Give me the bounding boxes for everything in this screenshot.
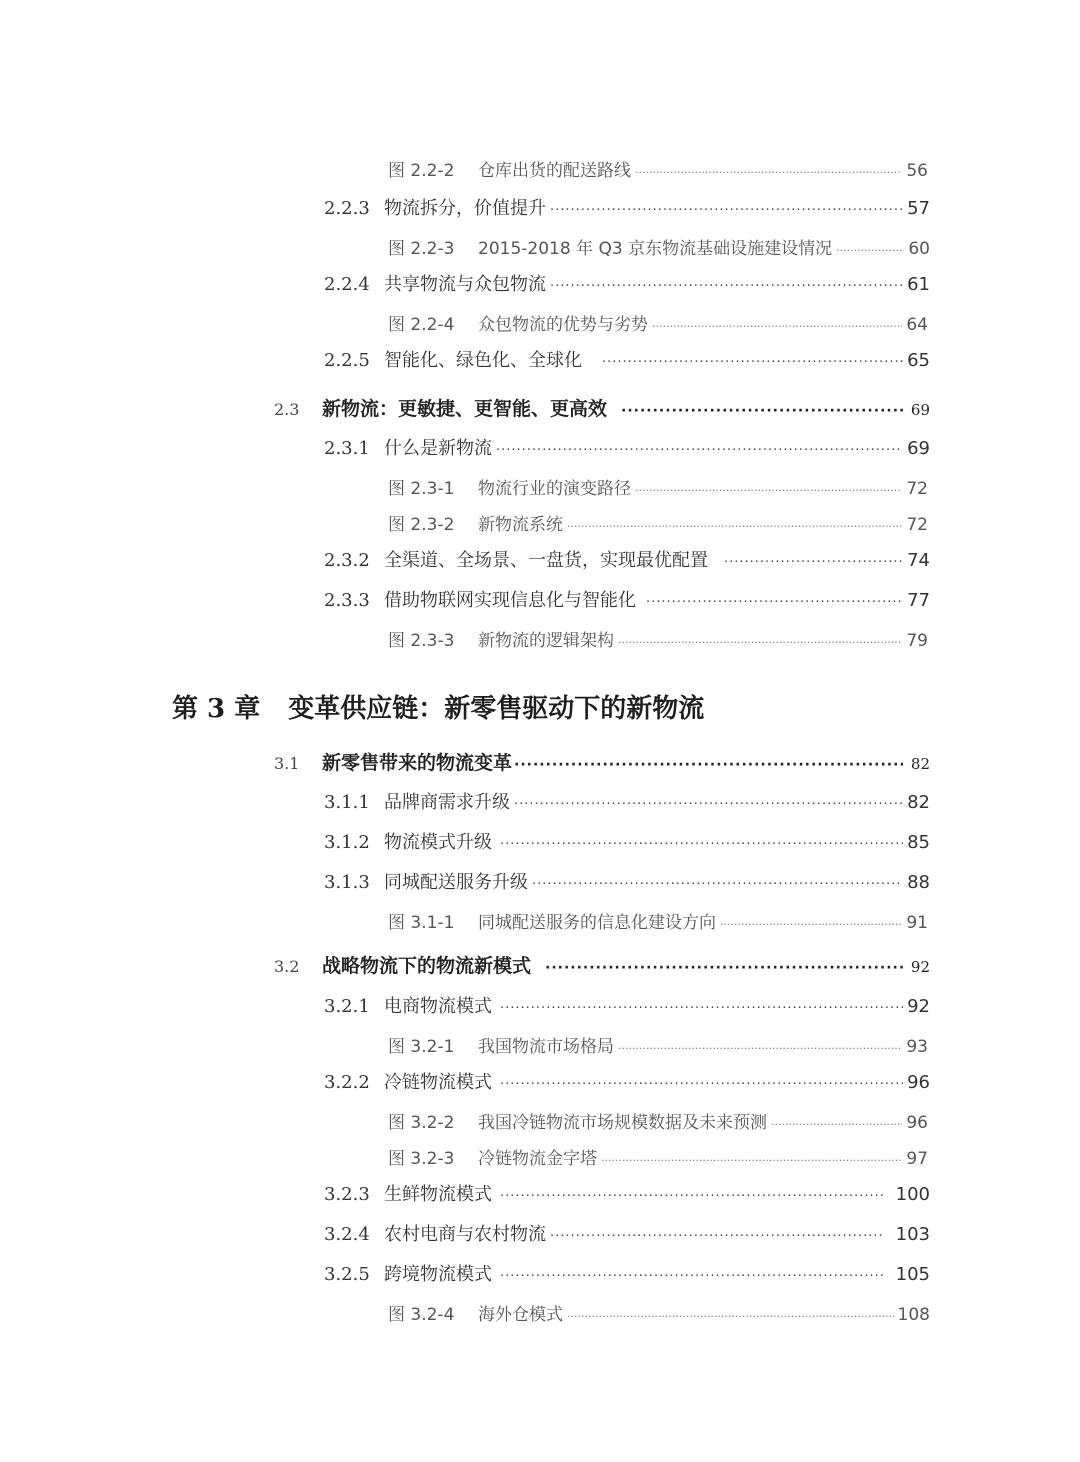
entry-page: 60 xyxy=(908,239,930,259)
entry-page: 57 xyxy=(907,198,930,219)
dot-leader xyxy=(621,403,903,419)
dot-leader xyxy=(646,595,903,610)
entry-title: 借助物联网实现信息化与智能化 xyxy=(384,590,636,611)
entry-title: 什么是新物流 xyxy=(384,438,492,459)
toc-entry-subsection[interactable] xyxy=(324,788,930,814)
dot-leader xyxy=(532,877,903,892)
dot-leader xyxy=(550,279,903,294)
entry-title: 海外仓模式 xyxy=(478,1305,563,1325)
entry-page: 103 xyxy=(895,1224,930,1245)
chapter-title: 变革供应链：新零售驱动下的新物流 xyxy=(288,694,705,724)
toc-entry-section[interactable] xyxy=(274,394,930,421)
dot-leader xyxy=(652,320,902,333)
toc-entry-figure[interactable] xyxy=(388,474,928,499)
entry-title: 品牌商需求升级 xyxy=(384,792,510,813)
entry-title: 智能化、绿色化、全球化 xyxy=(384,350,582,371)
toc-entry-figure[interactable] xyxy=(388,626,928,651)
dot-leader xyxy=(836,244,904,257)
toc-entry-section[interactable] xyxy=(274,748,930,775)
toc-entry-figure[interactable] xyxy=(388,510,928,535)
entry-title: 冷链物流金字塔 xyxy=(478,1149,597,1169)
toc-entry-figure[interactable] xyxy=(388,1032,928,1057)
dot-leader xyxy=(545,960,903,976)
toc-entry-figure[interactable] xyxy=(388,1108,928,1133)
entry-page: 72 xyxy=(906,515,928,535)
entry-title: 农村电商与农村物流 xyxy=(384,1224,546,1245)
entry-title: 电商物流模式 xyxy=(384,996,492,1017)
entry-page: 69 xyxy=(910,401,930,419)
entry-number: 图 2.3-3 xyxy=(388,631,455,651)
dot-leader xyxy=(720,918,902,931)
dot-leader xyxy=(567,1310,894,1323)
entry-page: 72 xyxy=(906,479,928,499)
entry-number: 2.2.5 xyxy=(324,350,370,371)
entry-title: 同城配送服务的信息化建设方向 xyxy=(478,913,716,933)
toc-entry-subsection[interactable] xyxy=(324,434,930,460)
toc-entry-figure[interactable] xyxy=(388,310,928,335)
entry-title: 仓库出货的配送路线 xyxy=(478,161,631,181)
dot-leader xyxy=(618,1042,902,1055)
entry-title: 新零售带来的物流变革 xyxy=(322,752,513,774)
entry-number: 3.1.2 xyxy=(324,832,370,853)
entry-page: 65 xyxy=(907,350,930,371)
dot-leader xyxy=(550,1229,884,1244)
toc-entry-subsection[interactable] xyxy=(324,346,930,372)
entry-page: 74 xyxy=(907,550,930,571)
dot-leader xyxy=(500,1077,903,1092)
entry-number: 3.1.3 xyxy=(324,872,370,893)
entry-page: 92 xyxy=(907,996,930,1017)
toc-entry-figure[interactable] xyxy=(388,1144,928,1169)
dot-leader xyxy=(724,555,903,570)
entry-page: 85 xyxy=(907,832,930,853)
entry-page: 96 xyxy=(906,1113,928,1133)
toc-entry-subsection[interactable] xyxy=(324,1180,930,1206)
entry-page: 105 xyxy=(895,1264,930,1285)
entry-page: 79 xyxy=(906,631,928,651)
toc-entry-subsection[interactable] xyxy=(324,828,930,854)
entry-number: 3.1.1 xyxy=(324,792,370,813)
toc-entry-subsection[interactable] xyxy=(324,992,930,1018)
entry-page: 82 xyxy=(910,755,930,773)
dot-leader xyxy=(771,1118,902,1131)
entry-page: 100 xyxy=(895,1184,930,1205)
entry-number: 3.2.3 xyxy=(324,1184,370,1205)
dot-leader xyxy=(635,166,902,179)
entry-page: 64 xyxy=(906,315,928,335)
entry-number: 3.2.1 xyxy=(324,996,370,1017)
entry-title: 我国冷链物流市场规模数据及未来预测 xyxy=(478,1113,767,1133)
dot-leader xyxy=(635,484,902,497)
toc-entry-subsection[interactable] xyxy=(324,1068,930,1094)
entry-number: 2.2.4 xyxy=(324,274,370,295)
toc-entry-section[interactable] xyxy=(274,951,930,978)
chapter-heading[interactable] xyxy=(172,688,704,725)
entry-title: 众包物流的优势与劣势 xyxy=(478,315,648,335)
entry-title: 战略物流下的物流新模式 xyxy=(322,955,532,977)
entry-title: 物流拆分，价值提升 xyxy=(384,198,546,219)
entry-page: 96 xyxy=(907,1072,930,1093)
entry-title: 新物流的逻辑架构 xyxy=(478,631,614,651)
dot-leader xyxy=(500,1001,903,1016)
dot-leader xyxy=(618,636,902,649)
entry-title: 全渠道、全场景、一盘货，实现最优配置 xyxy=(384,550,708,571)
entry-page: 91 xyxy=(906,913,928,933)
dot-leader xyxy=(601,1154,902,1167)
entry-number: 3.2.4 xyxy=(324,1224,370,1245)
dot-leader xyxy=(500,837,903,852)
entry-number: 3.2.5 xyxy=(324,1264,370,1285)
entry-number: 2.2.3 xyxy=(324,198,370,219)
toc-entry-figure[interactable] xyxy=(388,1300,930,1325)
toc-entry-figure[interactable] xyxy=(388,234,930,259)
entry-title: 新物流系统 xyxy=(478,515,563,535)
entry-number: 2.3.2 xyxy=(324,550,370,571)
entry-number: 图 2.2-2 xyxy=(388,161,455,181)
toc-entry-subsection[interactable] xyxy=(324,586,930,612)
dot-leader xyxy=(500,1189,884,1204)
entry-page: 92 xyxy=(910,958,930,976)
dot-leader xyxy=(602,355,903,370)
entry-page: 77 xyxy=(907,590,930,611)
entry-page: 61 xyxy=(907,274,930,295)
entry-page: 88 xyxy=(907,872,930,893)
entry-title: 新物流：更敏捷、更智能、更高效 xyxy=(322,398,608,420)
entry-number: 图 3.2-1 xyxy=(388,1037,455,1057)
entry-number: 图 2.2-3 xyxy=(388,239,455,259)
chapter-label: 第 3 章 xyxy=(172,694,261,724)
entry-title: 同城配送服务升级 xyxy=(384,872,528,893)
entry-number: 3.2 xyxy=(274,957,300,976)
dot-leader xyxy=(496,443,903,458)
entry-number: 图 3.1-1 xyxy=(388,913,455,933)
entry-title: 我国物流市场格局 xyxy=(478,1037,614,1057)
entry-title: 生鲜物流模式 xyxy=(384,1184,492,1205)
dot-leader xyxy=(514,757,903,773)
dot-leader xyxy=(500,1269,884,1284)
toc-entry-subsection[interactable] xyxy=(324,1260,930,1286)
entry-page: 97 xyxy=(906,1149,928,1169)
dot-leader xyxy=(550,203,903,218)
entry-number: 图 3.2-2 xyxy=(388,1113,455,1133)
entry-page: 108 xyxy=(897,1305,930,1325)
entry-number: 3.1 xyxy=(274,754,300,773)
entry-page: 69 xyxy=(907,438,930,459)
dot-leader xyxy=(514,797,903,812)
entry-number: 2.3.1 xyxy=(324,438,370,459)
entry-page: 93 xyxy=(906,1037,928,1057)
entry-number: 图 2.3-2 xyxy=(388,515,455,535)
entry-number: 2.3 xyxy=(274,400,300,419)
entry-title: 冷链物流模式 xyxy=(384,1072,492,1093)
entry-page: 56 xyxy=(906,161,928,181)
entry-title: 物流模式升级 xyxy=(384,832,492,853)
entry-title: 物流行业的演变路径 xyxy=(478,479,631,499)
entry-number: 图 2.2-4 xyxy=(388,315,455,335)
toc-entry-subsection[interactable] xyxy=(324,270,930,296)
toc-entry-figure[interactable] xyxy=(388,908,928,933)
toc-entry-subsection[interactable] xyxy=(324,868,930,894)
entry-number: 图 3.2-4 xyxy=(388,1305,455,1325)
entry-title: 跨境物流模式 xyxy=(384,1264,492,1285)
dot-leader xyxy=(567,520,902,533)
toc-entry-subsection[interactable] xyxy=(324,546,930,572)
entry-title: 共享物流与众包物流 xyxy=(384,274,546,295)
entry-title: 2015-2018 年 Q3 京东物流基础设施建设情况 xyxy=(478,239,833,259)
toc-entry-subsection[interactable] xyxy=(324,194,930,220)
entry-page: 82 xyxy=(907,792,930,813)
toc-entry-subsection[interactable] xyxy=(324,1220,930,1246)
entry-number: 图 3.2-3 xyxy=(388,1149,455,1169)
entry-number: 2.3.3 xyxy=(324,590,370,611)
entry-number: 图 2.3-1 xyxy=(388,479,455,499)
entry-number: 3.2.2 xyxy=(324,1072,370,1093)
toc-entry-figure[interactable] xyxy=(388,156,928,181)
